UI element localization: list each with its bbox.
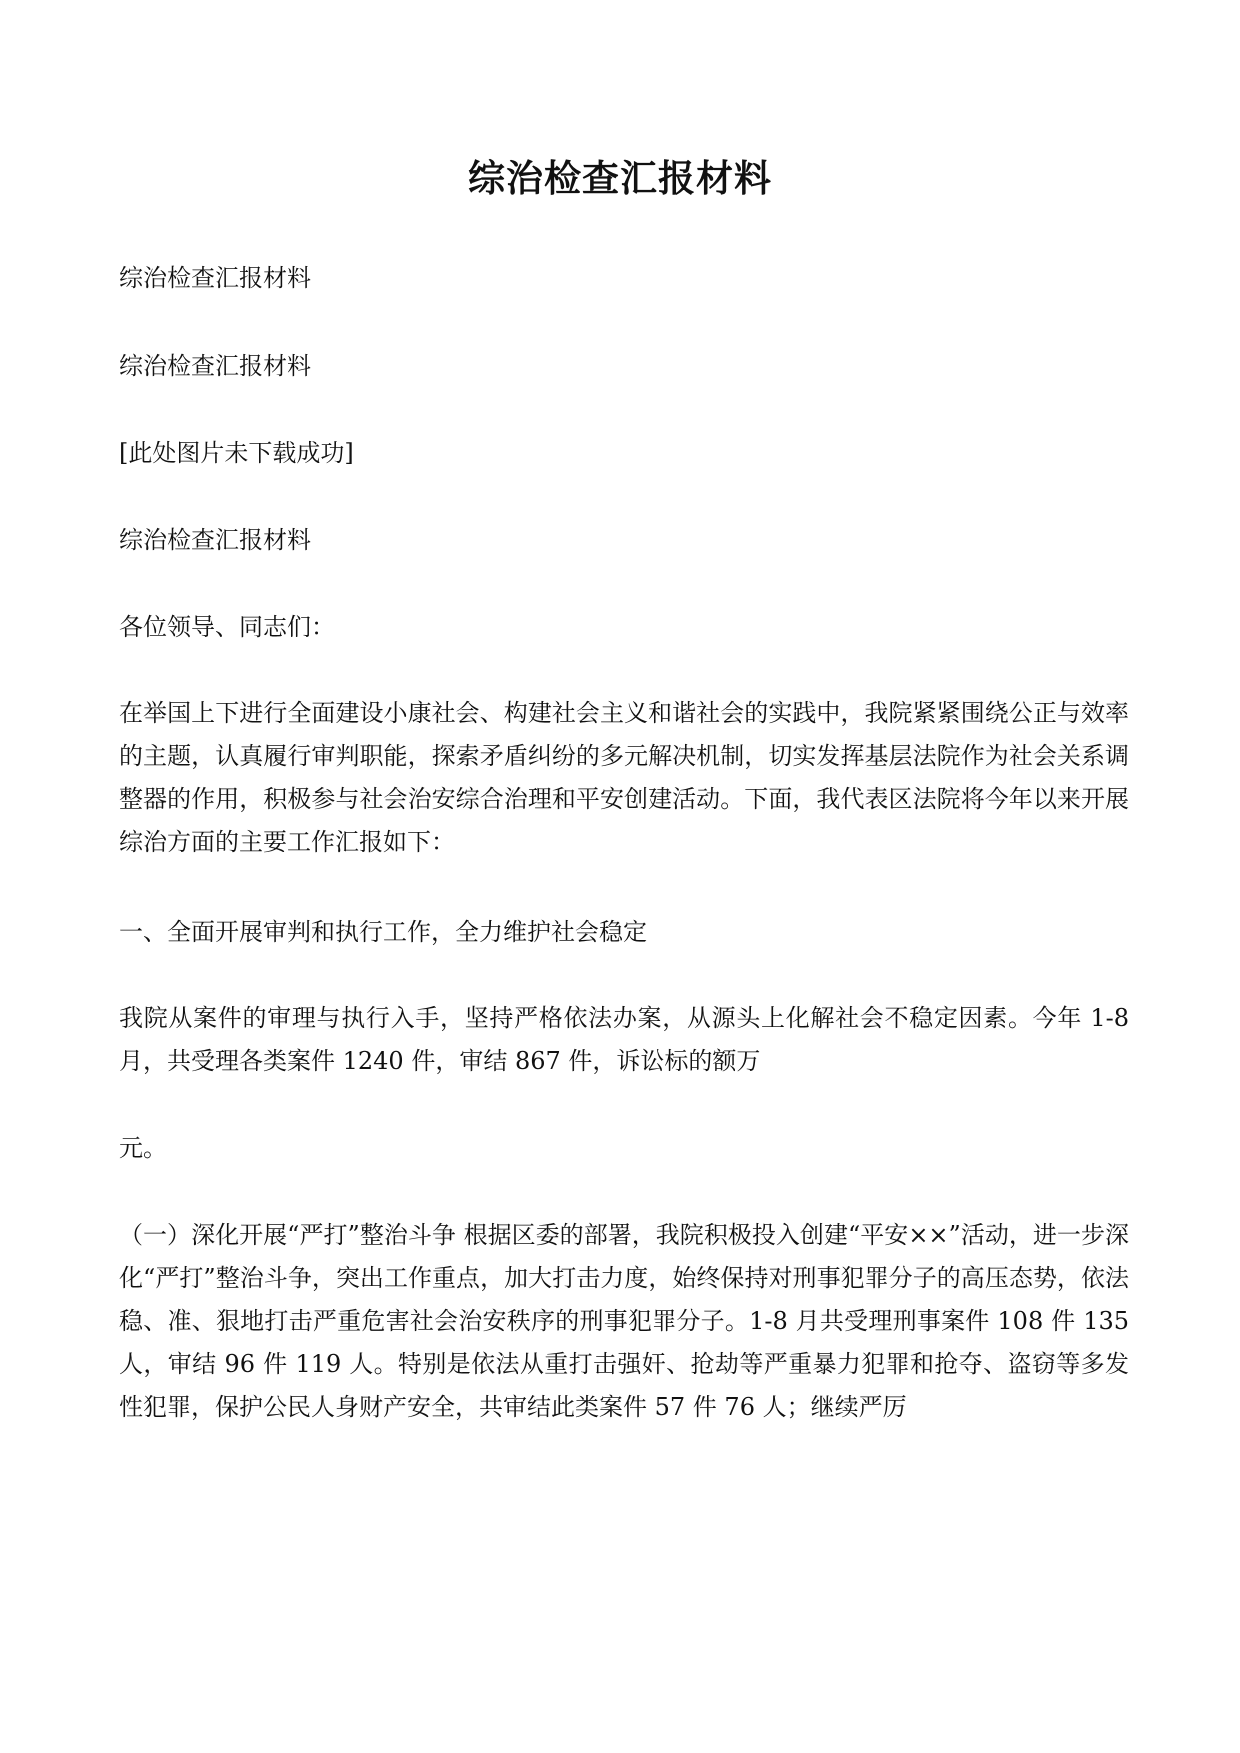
paragraph-heading-repeat-3: 综治检查汇报材料 — [119, 526, 311, 554]
section-heading-1: 一、全面开展审判和执行工作，全力维护社会稳定 — [119, 918, 647, 946]
intro-paragraph: 在举国上下进行全面建设小康社会、构建社会主义和谐社会的实践中，我院紧紧围绕公正与效率的主题，认真履行审判职能，探索矛盾纠纷的多元解决机制，切实发挥基层法院作为社会关系调整器的作用，积极参与社会治安综合治理和平安创建活动。下面，我代表区法院将今年以来开展综治方面的主要工作汇报如下： — [119, 699, 1129, 856]
salutation: 各位领导、同志们： — [119, 613, 335, 641]
case-summary-paragraph: 我院从案件的审理与执行入手，坚持严格依法办案，从源头上化解社会不稳定因素。今年 1-8 月，共受理各类案件 1240 件，审结 867 件，诉讼标的额万 — [119, 1004, 1129, 1075]
paragraph-heading-repeat-2: 综治检查汇报材料 — [119, 352, 311, 380]
case-summary-continuation: 元。 — [119, 1134, 167, 1162]
document-title: 综治检查汇报材料 — [468, 156, 772, 200]
image-missing-placeholder: [此处图片未下载成功] — [119, 439, 354, 467]
paragraph-heading-repeat-1: 综治检查汇报材料 — [119, 264, 311, 292]
subsection-paragraph-1: （一）深化开展“严打”整治斗争 根据区委的部署，我院积极投入创建“平安××”活动，进一步深化“严打”整治斗争，突出工作重点，加大打击力度，始终保持对刑事犯罪分子的高压态势，依法稳、准、狠地打击严重危害社会治安秩序的刑事犯罪分子。1-8 月共受理刑事案件 108 件 135 人，审结 96 件 119 人。特别是依法从重打击强奸、抢劫等严重暴力犯罪和抢夺、盗窃等多发性犯罪，保护公民人身财产安全，共审结此类案件 57 件 76 人；继续严厉 — [119, 1221, 1129, 1421]
